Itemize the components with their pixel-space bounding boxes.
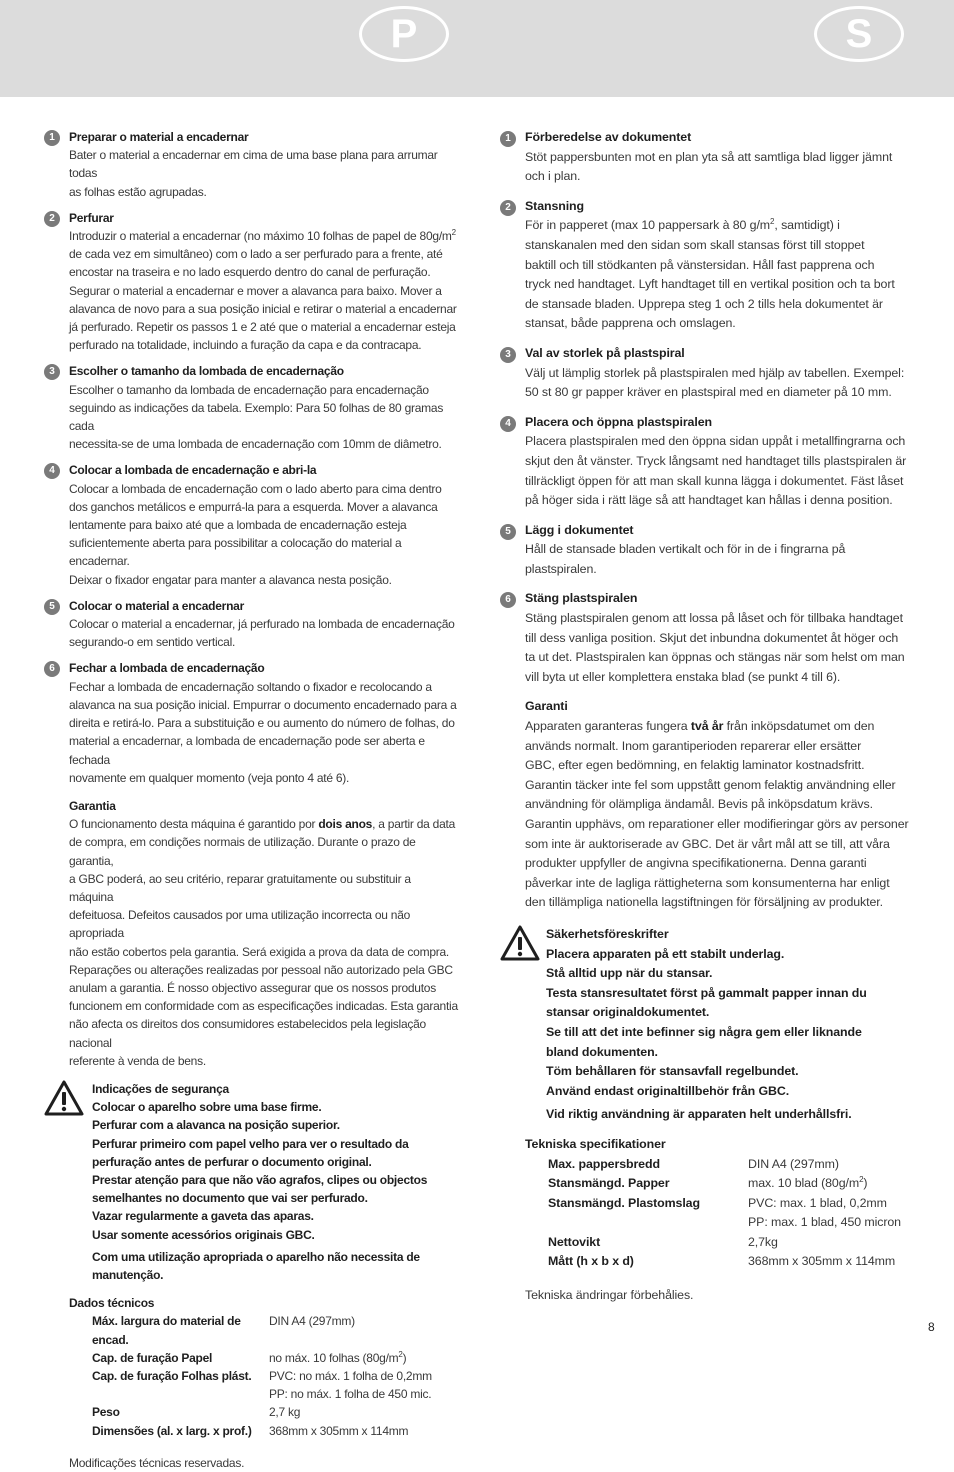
step-number-badge: 2 xyxy=(44,211,60,227)
step-text xyxy=(525,216,910,334)
text-line: encostar na traseira e no lado esquerdo dentro do canal de perfuração. xyxy=(69,265,431,280)
text-fragment: , a partir da data xyxy=(372,817,455,832)
safety-line: Perfurar com a alavanca na posição superior. xyxy=(92,1118,340,1133)
spec-value: DIN A4 (297mm) xyxy=(269,1314,355,1329)
step-2 xyxy=(500,197,910,334)
text-line: till dess vanliga position. Skjut det inbundna dokumentet åt höger och xyxy=(525,630,899,645)
safety-line: Vazar regularmente a gaveta das aparas. xyxy=(92,1209,314,1224)
text-line: vill byta ut eller komplettera enstaka blad (se punkt 4 till 6). xyxy=(525,669,841,684)
step-number-badge: 1 xyxy=(500,131,516,147)
spec-row xyxy=(525,1194,910,1214)
step-title: Colocar a lombada de encadernação e abri-la xyxy=(69,463,317,478)
text-fragment: ) xyxy=(863,1176,868,1191)
step-number-badge: 2 xyxy=(500,200,516,216)
spec-label: Max. pappersbredd xyxy=(548,1156,660,1171)
text-line: novamente em qualquer momento (veja ponto 4 até 6). xyxy=(69,770,350,785)
step-text xyxy=(525,432,910,510)
language-badge-portuguese: P xyxy=(359,6,449,62)
step-text xyxy=(69,480,458,589)
warning-triangle-icon xyxy=(44,1080,84,1116)
safety-line: manutenção. xyxy=(92,1267,164,1282)
spec-label: Nettovikt xyxy=(548,1234,601,1249)
header-band xyxy=(0,0,954,97)
text-line: påverkar inte de lagliga rättigheterna som konsumenterna har enligt xyxy=(525,875,890,890)
text-line: Garantin upphävs, om reparationer eller modifieringar görs av personer xyxy=(525,817,909,831)
spec-row xyxy=(69,1403,458,1421)
text-line: segurando-o em sentido vertical. xyxy=(69,635,236,650)
text-line: já perfurado. Repetir os passos 1 e 2 até que o material a encadernar esteja xyxy=(69,320,456,335)
maintenance-note xyxy=(546,1105,910,1125)
spec-row xyxy=(525,1233,910,1253)
spec-label: Stansmängd. Papper xyxy=(548,1176,670,1191)
spec-label xyxy=(69,1385,269,1403)
step-number-badge: 6 xyxy=(500,592,516,608)
text-line: Colocar a lombada de encadernação com o lado aberto para cima dentro xyxy=(69,481,442,496)
spec-row xyxy=(69,1349,458,1367)
safety-line: Stå alltid upp när du stansar. xyxy=(546,966,713,981)
step-6 xyxy=(44,659,458,786)
step-text xyxy=(69,678,458,787)
text-fragment: ) xyxy=(402,1350,407,1365)
safety-line: stansar originaldokumentet. xyxy=(546,1005,710,1020)
safety-line: Se till att det inte befinner sig några gem eller liknande xyxy=(546,1024,862,1039)
step-title: Perfurar xyxy=(69,210,114,225)
text-line: skjut den åt vänster. Tryck långsamt ned handtaget tills plastspiralen är xyxy=(525,453,907,468)
text-line: och i plan. xyxy=(525,169,581,184)
spec-value: DIN A4 (297mm) xyxy=(748,1156,839,1171)
text-line: seguindo as indicações da tabela. Exemplo: Para 50 folhas de 80 gramas cada xyxy=(69,400,444,434)
safety-line: Testa stansresultatet först på gammalt papper innan du xyxy=(546,985,867,1000)
spec-value: PP: no máx. 1 folha de 450 mic. xyxy=(269,1387,432,1402)
text-line: användning för olämpliga ändamål. Bevis på inköpsdatum krävs. xyxy=(525,797,873,812)
step-title: Förberedelse av dokumentet xyxy=(525,130,692,144)
spec-value: 368mm x 305mm x 114mm xyxy=(748,1254,896,1269)
text-line: não estão cobertos pela garantia. Será exigida a prova da data de compra. xyxy=(69,944,450,959)
text-line: Välj ut lämplig storlek på plastspiralen med hjälp av tabellen. Exempel: xyxy=(525,365,905,380)
step-number-badge: 3 xyxy=(44,364,60,380)
step-6 xyxy=(500,589,910,687)
text-line: Fechar a lombada de encadernação soltando o fixador e recolocando a xyxy=(69,679,432,694)
text-line: stanskanalen med den sidan som skall stansas först till stoppet xyxy=(525,237,865,252)
technical-changes-note: Modificações técnicas reservadas. xyxy=(69,1455,245,1470)
spec-label: Dimensões (al. x larg. x prof.) xyxy=(92,1423,252,1438)
text-line: Håll de stansade bladen vertikalt och för in de i fingrarna på xyxy=(525,542,846,557)
text-fragment: från inköpsdatumet om den xyxy=(723,719,875,734)
text-line: lentamente para baixo até que a lombada de encadernação esteja xyxy=(69,518,407,533)
safety-line: Perfurar primeiro com papel velho para ver o resultado da xyxy=(92,1136,409,1151)
text-line: produkter uppfyller de angivna specifikationerna. Denna garanti xyxy=(525,856,867,871)
step-1 xyxy=(500,128,910,187)
text-line: Stöt pappersbunten mot en plan yta så att samtliga blad ligger jämnt xyxy=(525,149,893,164)
text-fragment: Introduzir o material a encadernar (no máximo 10 folhas de papel de 80g/m xyxy=(69,229,452,244)
spec-value xyxy=(748,1174,910,1194)
step-3 xyxy=(500,344,910,403)
swedish-column xyxy=(500,128,910,1306)
spec-value: 2,7kg xyxy=(748,1234,778,1249)
step-5 xyxy=(44,597,458,652)
text-line: defeituosa. Defeitos causados por uma utilização incorrecta ou não apropriada xyxy=(69,908,411,941)
safety-line: Töm behållaren för stansavfall regelbundet. xyxy=(546,1064,799,1079)
step-title: Val av storlek på plastspiral xyxy=(525,345,685,360)
step-title: Lägg i dokumentet xyxy=(525,522,634,537)
specs-section xyxy=(44,1294,458,1440)
text-line: 50 st 80 gr papper kräver en plastspiral med en diameter på 10 mm. xyxy=(525,385,892,400)
safety-title: Indicações de segurança xyxy=(92,1081,229,1096)
text-line: alavanca de novo para a sua posição inicial e retirar o material a encadernar xyxy=(69,301,457,316)
safety-line: Usar somente acessórios originais GBC. xyxy=(92,1227,315,1242)
step-4 xyxy=(500,413,910,511)
safety-section xyxy=(500,925,910,1125)
text-fragment: max. 10 blad (80g/m xyxy=(748,1176,860,1191)
step-title: Stäng plastspiralen xyxy=(525,591,638,606)
text-fragment: O funcionamento desta máquina é garantido por xyxy=(69,817,319,832)
step-number-badge: 4 xyxy=(44,463,60,479)
step-text xyxy=(525,364,910,403)
safety-line: semelhantes no documento que vai ser perfurado. xyxy=(92,1191,368,1206)
text-line: tillräckligt öppen för att man skall kunna lägga i dokumentet. Fäst låset xyxy=(525,473,904,488)
text-line: de stansade bladen. Upprepa steg 1 och 2 tills hela dokumentet är xyxy=(525,296,883,311)
safety-line: Vid riktig användning är apparaten helt underhållsfri. xyxy=(546,1107,852,1122)
text-line: suficientemente aberta para possibilitar a colocação do material a encadernar. xyxy=(69,536,402,569)
spec-row xyxy=(525,1213,910,1233)
text-line: Placera plastspiralen med den öppna sidan uppåt i metallfingrarna och xyxy=(525,434,906,449)
text-line: stansat, både papprena och omslagen. xyxy=(525,316,736,331)
text-line xyxy=(525,717,910,737)
step-number-badge: 3 xyxy=(500,347,516,363)
step-text xyxy=(525,609,910,687)
spec-label: Cap. de furação Papel xyxy=(92,1350,213,1365)
text-line: necessita-se de uma lombada de encadernação com 10mm de diâmetro. xyxy=(69,437,442,452)
step-text xyxy=(525,148,910,187)
spec-row xyxy=(69,1312,458,1348)
text-line: plastspiralen. xyxy=(525,561,597,576)
spec-label: Cap. de furação Folhas plást. xyxy=(92,1369,252,1383)
text-fragment: Apparaten garanteras fungera xyxy=(525,719,691,734)
superscript: 2 xyxy=(398,1349,403,1359)
step-title: Escolher o tamanho da lombada de encadernação xyxy=(69,364,344,379)
text-line: Stäng plastspiralen genom att lossa på låset och för tillbaka handtaget xyxy=(525,611,903,626)
text-line: tryck ned handtaget. Lyft handtaget till en vertikal position och ta bort xyxy=(525,277,895,292)
spec-value xyxy=(269,1349,458,1367)
text-line: referente à venda de bens. xyxy=(69,1053,206,1068)
specs-title: Tekniska specifikationer xyxy=(525,1136,666,1151)
warranty-title: Garantia xyxy=(69,798,116,813)
specs-title: Dados técnicos xyxy=(69,1296,155,1311)
step-title: Fechar a lombada de encadernação xyxy=(69,661,265,676)
warranty-duration: dois anos xyxy=(318,817,373,832)
step-number-badge: 6 xyxy=(44,661,60,677)
spec-label: Máx. largura do material de encad. xyxy=(92,1314,241,1347)
text-line: não afecta os direitos dos consumidores estabelecidos pela legislação nacional xyxy=(69,1017,426,1050)
text-line: Reparações ou alterações realizadas por pessoal não autorizado pela GBC xyxy=(69,962,453,977)
step-text xyxy=(69,227,458,354)
step-number-badge: 5 xyxy=(500,524,516,540)
step-text xyxy=(525,540,910,579)
text-line: funcionem em conformidade com as especificações indicadas. Esta garantia xyxy=(69,999,458,1014)
technical-changes-note: Tekniska ändringar förbehålies. xyxy=(525,1288,694,1303)
step-text xyxy=(69,146,458,201)
warranty-section xyxy=(44,797,458,1070)
superscript: 2 xyxy=(859,1174,864,1184)
text-line: de cada vez em simultâneo) com o lado a ser perfurado para a frente, até xyxy=(69,247,443,262)
step-title: Stansning xyxy=(525,198,584,213)
safety-title: Säkerhetsföreskrifter xyxy=(546,926,669,941)
spec-value: PVC: no máx. 1 folha de 0,2mm xyxy=(269,1369,432,1383)
text-line: används normalt. Inom garantiperioden reparerar eller ersätter xyxy=(525,738,862,753)
step-2 xyxy=(44,209,458,355)
text-line: alavanca na sua posição inicial. Empurrar o documento encadernado para a xyxy=(69,697,457,712)
step-number-badge: 4 xyxy=(500,416,516,432)
text-line: som inte är auktoriserade av GBC. Det är vårt mål att se till, att våra xyxy=(525,836,890,851)
spec-value: 2,7 kg xyxy=(269,1405,301,1420)
text-line: direita e retirá-lo. Para a substituição e ou aumento do número de folhas, do xyxy=(69,716,455,731)
text-line: Garantin täcker inte fel som uppstått genom felaktig användning eller xyxy=(525,777,896,792)
step-title: Placera och öppna plastspiralen xyxy=(525,414,712,429)
safety-line: bland dokumenten. xyxy=(546,1044,658,1059)
warranty-section xyxy=(500,697,910,913)
superscript: 2 xyxy=(770,217,775,227)
text-line: material a encadernar, a lombada de encadernação pode ser aberta e fechada xyxy=(69,734,425,767)
spec-label xyxy=(525,1213,748,1233)
step-title: Colocar o material a encadernar xyxy=(69,598,244,613)
spec-row xyxy=(69,1422,458,1440)
text-line: Escolher o tamanho da lombada de encadernação para encadernação xyxy=(69,382,429,397)
superscript: 2 xyxy=(451,228,456,238)
text-line: anulam a garantia. É nosso objectivo assegurar que os nossos produtos xyxy=(69,980,436,995)
text-line xyxy=(69,815,458,833)
text-line: Deixar o fixador engatar para manter a alavanca nesta posição. xyxy=(69,572,392,587)
text-line: baktill och till stödkanten på vänstersidan. Håll fast papprena och xyxy=(525,257,875,272)
safety-section xyxy=(44,1080,458,1284)
step-number-badge: 5 xyxy=(44,599,60,615)
page-number: 8 xyxy=(928,1320,935,1334)
spec-row xyxy=(525,1252,910,1272)
safety-line: perfuração antes de perfurar o documento original. xyxy=(92,1154,372,1169)
text-line: ta ut det. Plastspiralen kan öppnas och stängas när som helst om man xyxy=(525,650,905,665)
step-1 xyxy=(44,128,458,201)
text-line: as folhas estão agrupadas. xyxy=(69,184,207,199)
text-line: Bater o material a encadernar em cima de uma base plana para arrumar todas xyxy=(69,148,438,181)
text-line: på höger sida i rätt läge så att handtaget kan hållas i denna position. xyxy=(525,493,893,508)
safety-line: Colocar o aparelho sobre uma base firme. xyxy=(92,1100,322,1115)
text-line xyxy=(525,216,910,236)
text-line: Segurar o material a encadernar e mover a alavanca para baixo. Mover a xyxy=(69,283,442,298)
spec-value: PVC: max. 1 blad, 0,2mm xyxy=(748,1195,887,1210)
spec-label: Stansmängd. Plastomslag xyxy=(548,1195,700,1210)
step-text xyxy=(69,615,458,651)
spec-row xyxy=(69,1385,458,1403)
safety-line: Prestar atenção para que não vão agrafos, clipes ou objectos xyxy=(92,1172,428,1187)
specs-section xyxy=(500,1135,910,1272)
spec-row xyxy=(525,1155,910,1175)
safety-line: Använd endast originaltillbehör från GBC. xyxy=(546,1083,790,1098)
text-fragment: , samtidigt) i xyxy=(774,218,840,233)
portuguese-column xyxy=(44,128,458,1472)
spec-row xyxy=(69,1367,458,1385)
warranty-title: Garanti xyxy=(525,699,568,714)
step-4 xyxy=(44,461,458,588)
spec-value: 368mm x 305mm x 114mm xyxy=(269,1423,409,1438)
text-line: de compra, em condições normais de utilização. Durante o prazo de garantia, xyxy=(69,835,416,868)
spec-label: Peso xyxy=(92,1405,120,1420)
warranty-duration: två år xyxy=(690,719,724,734)
text-line: GBC, efter egen bedömning, en felaktig laminator kostnadsfritt. xyxy=(525,758,865,773)
step-title: Preparar o material a encadernar xyxy=(69,130,249,144)
maintenance-note xyxy=(92,1248,458,1284)
spec-row xyxy=(525,1174,910,1194)
text-fragment: no máx. 10 folhas (80g/m xyxy=(269,1350,399,1365)
step-3 xyxy=(44,362,458,453)
step-text xyxy=(69,381,458,454)
warning-triangle-icon xyxy=(500,925,540,961)
spec-value: PP: max. 1 blad, 450 micron xyxy=(748,1215,901,1230)
safety-line: Placera apparaten på ett stabilt underlag. xyxy=(546,946,785,961)
text-line: Colocar o material a encadernar, já perfurado na lombada de encadernação xyxy=(69,617,455,632)
text-line: perfurado na totalidade, incluindo a furação da capa e da contracapa. xyxy=(69,338,422,353)
text-fragment: För in papperet (max 10 pappersark à 80 g/m xyxy=(525,218,771,233)
text-line: den tillämpliga nationella lagstiftningen för försäljning av produkter. xyxy=(525,895,883,910)
text-line: a GBC poderá, ao seu critério, reparar gratuitamente ou substituir a máquina xyxy=(69,871,411,904)
text-line xyxy=(69,227,458,245)
step-number-badge: 1 xyxy=(44,130,60,146)
language-badge-swedish: S xyxy=(814,6,904,62)
step-5 xyxy=(500,521,910,580)
safety-line: Com uma utilização apropriada o aparelho não necessita de xyxy=(92,1249,420,1264)
spec-label: Mått (h x b x d) xyxy=(548,1254,634,1269)
text-line: dos ganchos metálicos e empurrá-la para a esquerda. Mover a alavanca xyxy=(69,499,438,514)
